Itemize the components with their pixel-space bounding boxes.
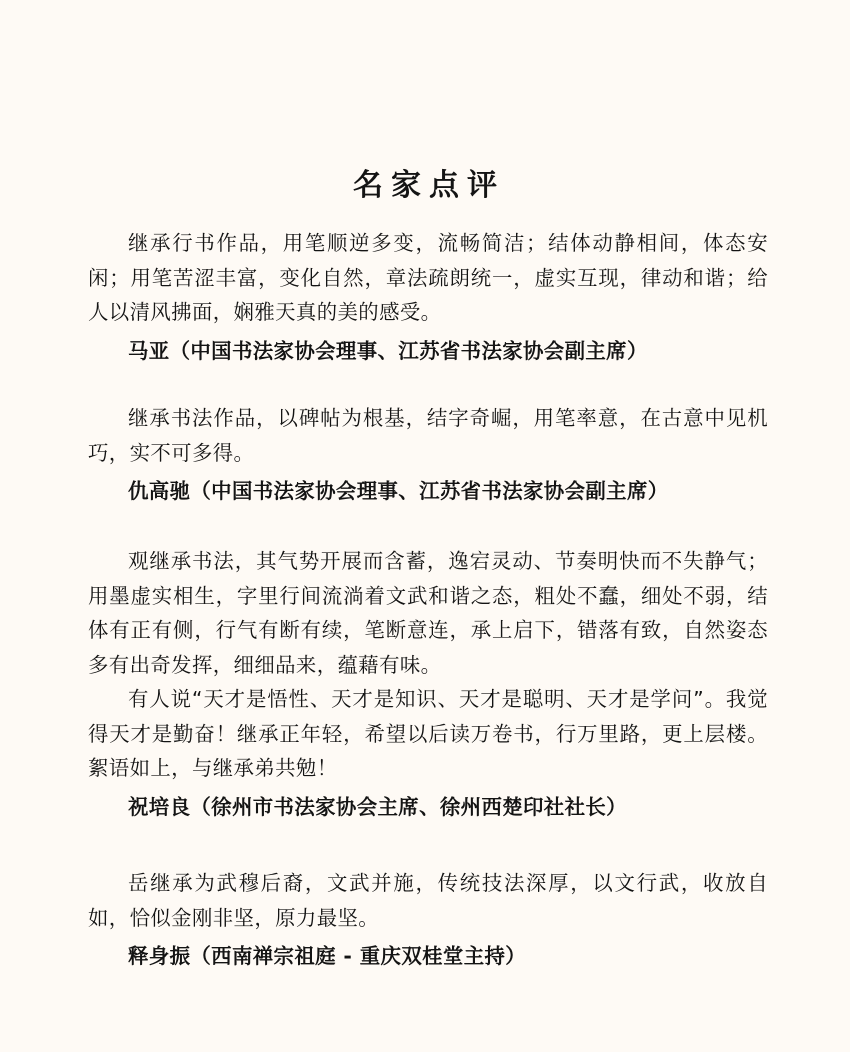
review-paragraph: 岳继承为武穆后裔，文武并施，传统技法深厚，以文行武，收放自如，恰似金刚非坚，原力最坚。: [88, 871, 768, 930]
review-author: 仇高驰（中国书法家协会理事、江苏省书法家协会副主席）: [128, 479, 669, 503]
review-paragraph: 继承行书作品，用笔顺逆多变，流畅简洁；结体动静相间，体态安闲；用笔苦涩丰富，变化自然，章法疏朗统一，虚实互现，律动和谐；给人以清风拂面，娴雅天真的美的感受。: [88, 231, 768, 324]
review-paragraph: 继承书法作品，以碑帖为根基，结字奇崛，用笔率意，在古意中见机巧，实不可多得。: [88, 406, 768, 465]
review-section: [88, 401, 768, 508]
review-section: [88, 544, 768, 824]
review-paragraph: 有人说“天才是悟性、天才是知识、天才是聪明、天才是学问”。我觉得天才是勤奋！继承正年轻，希望以后读万卷书，行万里路，更上层楼。絮语如上，与继承弟共勉！: [88, 687, 768, 780]
page-title: 名家点评: [353, 168, 505, 203]
review-paragraph: 观继承书法，其气势开展而含蓄，逸宕灵动、节奏明快而不失静气；用墨虚实相生，字里行间流淌着文武和谐之态，粗处不蠢，细处不弱，结体有正有侧，行气有断有续，笔断意连，承上启下，错落有致，自然姿态多有出奇发挥，细细品来，蕴藉有味。: [88, 549, 768, 677]
review-author: 祝培良（徐州市书法家协会主席、徐州西楚印社社长）: [128, 794, 627, 819]
review-section: [88, 866, 768, 973]
review-section: [88, 226, 768, 368]
review-author: 马亚（中国书法家协会理事、江苏省书法家协会副主席）: [128, 338, 648, 363]
review-author: 释身振（西南禅宗祖庭 - 重庆双桂堂主持）: [128, 944, 527, 968]
